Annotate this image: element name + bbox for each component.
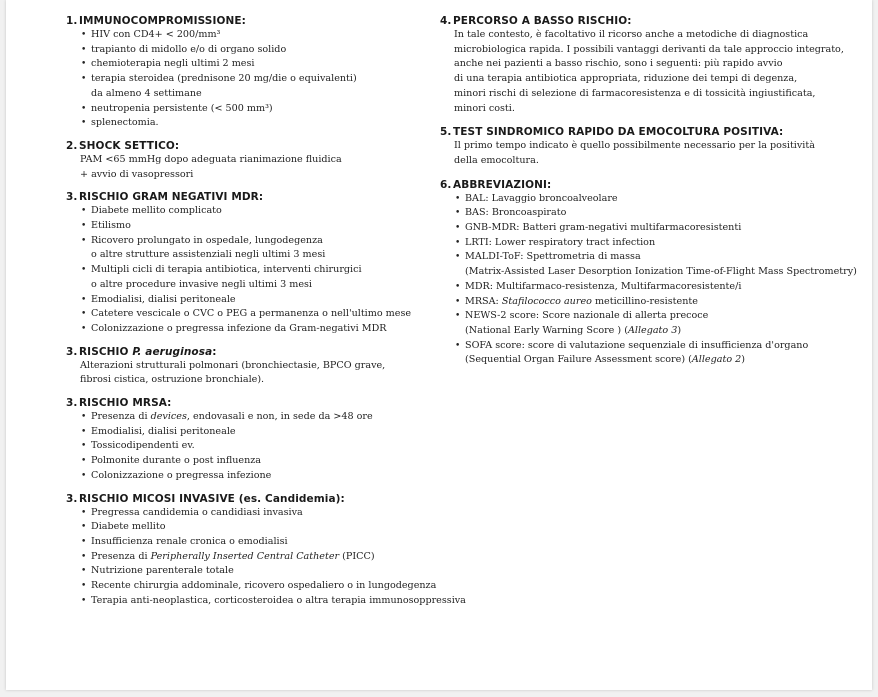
section-abbreviazioni (440, 178, 870, 368)
left-column (66, 14, 466, 617)
list-item: • chemioterapia negli ultimi 2 mesi (80, 57, 436, 72)
section-title: 3. RISCHIO MICOSI INVASIVE (es. Candidemia): (66, 492, 345, 505)
bullet-list (66, 506, 540, 609)
list-item: • Ricovero prolungato in ospedale, lungodegenza o altre strutture assistenziali negli ultimi 3 mesi (80, 234, 436, 263)
list-item: • MALDI-ToF: Spettrometria di massa (Matrix-Assisted Laser Desorption Ionization Time-of-Flight Mass Spectrometry) (454, 250, 870, 279)
list-item: • Nutrizione parenterale totale (80, 564, 540, 579)
list-item: • MDR: Multifarmaco-resistenza, Multifarmacoresistente/i (454, 280, 870, 295)
list-item: • Colonizzazione o pregressa infezione da Gram-negativi MDR (80, 322, 436, 337)
list-item: • Emodialisi, dialisi peritoneale (80, 425, 436, 440)
list-item: • terapia steroidea (prednisone 20 mg/die o equivalenti) da almeno 4 settimane (80, 72, 436, 101)
section-rischio-p-aeruginosa (66, 345, 436, 388)
list-item: • Pregressa candidemia o candidiasi invasiva (80, 506, 540, 521)
section-rischio-micosi (66, 492, 466, 609)
list-item: • Diabete mellito complicato (80, 204, 436, 219)
list-item: • Emodialisi, dialisi peritoneale (80, 293, 436, 308)
section-title: 3. RISCHIO GRAM NEGATIVI MDR: (66, 191, 264, 204)
section-title: 4. PERCORSO A BASSO RISCHIO: (440, 15, 632, 27)
section-test-sindromico (440, 125, 870, 168)
list-item: • BAS: Broncoaspirato (454, 206, 870, 221)
section-rischio-gram-negativi (66, 190, 436, 336)
list-item: • SOFA score: score di valutazione sequenziale di insufficienza d'organo (Sequential Organ Failure Assessment score) (Allegato 2) (454, 339, 870, 368)
section-rischio-mrsa (66, 396, 436, 484)
bullet-list (440, 192, 870, 368)
list-item: • Tossicodipendenti ev. (80, 439, 436, 454)
list-item: • Insufficienza renale cronica o emodialisi (80, 535, 540, 550)
list-item: • LRTI: Lower respiratory tract infection (454, 236, 870, 251)
list-item: • HIV con CD4+ < 200/mm³ (80, 28, 436, 43)
list-item: • Presenza di devices, endovasali e non, in sede da >48 ore (80, 410, 436, 425)
section-text: Il primo tempo indicato è quello possibilmente necessario per la positività della emocoltura. (454, 140, 815, 166)
section-text: PAM <65 mmHg dopo adeguata rianimazione fluidica + avvio di vasopressori (80, 153, 342, 180)
section-title: 3. RISCHIO P. aeruginosa: (66, 345, 217, 358)
list-item: • Recente chirurgia addominale, ricovero ospedaliero o in lungodegenza (80, 579, 540, 594)
bullet-list (66, 204, 436, 336)
list-item: • neutropenia persistente (< 500 mm³) (80, 102, 436, 117)
list-item: • Etilismo (80, 219, 436, 234)
list-item: • trapianto di midollo e/o di organo solido (80, 43, 436, 58)
section-shock-settico (66, 139, 436, 182)
list-item: • BAL: Lavaggio broncoalveolare (454, 192, 870, 207)
section-title: 5. TEST SINDROMICO RAPIDO DA EMOCOLTURA POSITIVA: (440, 126, 784, 139)
section-text: In tale contesto, è facoltativo il ricorso anche a metodiche di diagnostica microbiologica rapida. I possibili vantaggi derivanti da tale approccio integrato, anche nei pazienti a basso rischio, sono i seguenti: più rapido avvio di una terapia antibiotica appropriata, riduzione dei tempi di degenza, minori rischi di selezione di farmacoresistenza e di tossicità ingiustificata, minori costi. (454, 29, 844, 114)
list-item: • GNB-MDR: Batteri gram-negativi multifarmacoresistenti (454, 221, 870, 236)
right-column (440, 14, 870, 377)
bullet-list (66, 410, 436, 484)
list-item: • splenectomia. (80, 116, 436, 131)
list-item: • Presenza di Peripherally Inserted Central Catheter (PICC) (80, 550, 540, 565)
list-item: • Terapia anti-neoplastica, corticosteroidea o altra terapia immunosoppressiva (80, 594, 540, 609)
list-item: • NEWS-2 score: Score nazionale di allerta precoce (National Early Warning Score ) (Allegato 3) (454, 309, 870, 338)
section-percorso-basso-rischio (440, 14, 870, 116)
list-item: • Diabete mellito (80, 520, 540, 535)
document-page (6, 0, 872, 690)
section-immunocompromissione (66, 14, 436, 131)
section-title: 6. ABBREVIAZIONI: (440, 178, 552, 191)
list-item: • Colonizzazione o pregressa infezione (80, 469, 436, 484)
section-title: 1. IMMUNOCOMPROMISSIONE: (66, 15, 246, 27)
bullet-list (66, 28, 436, 131)
section-title: 3. RISCHIO MRSA: (66, 397, 172, 410)
section-title: 2. SHOCK SETTICO: (66, 139, 180, 152)
list-item: • Polmonite durante o post influenza (80, 454, 436, 469)
list-item: • Catetere vescicale o CVC o PEG a permanenza o nell'ultimo mese (80, 307, 436, 322)
list-item: • MRSA: Stafilococco aureo meticillino-resistente (454, 295, 870, 310)
section-text: Alterazioni strutturali polmonari (bronchiectasie, BPCO grave, fibrosi cistica, ostruzione bronchiale). (80, 359, 386, 386)
list-item: • Multipli cicli di terapia antibiotica, interventi chirurgici o altre procedure invasive negli ultimi 3 mesi (80, 263, 436, 292)
